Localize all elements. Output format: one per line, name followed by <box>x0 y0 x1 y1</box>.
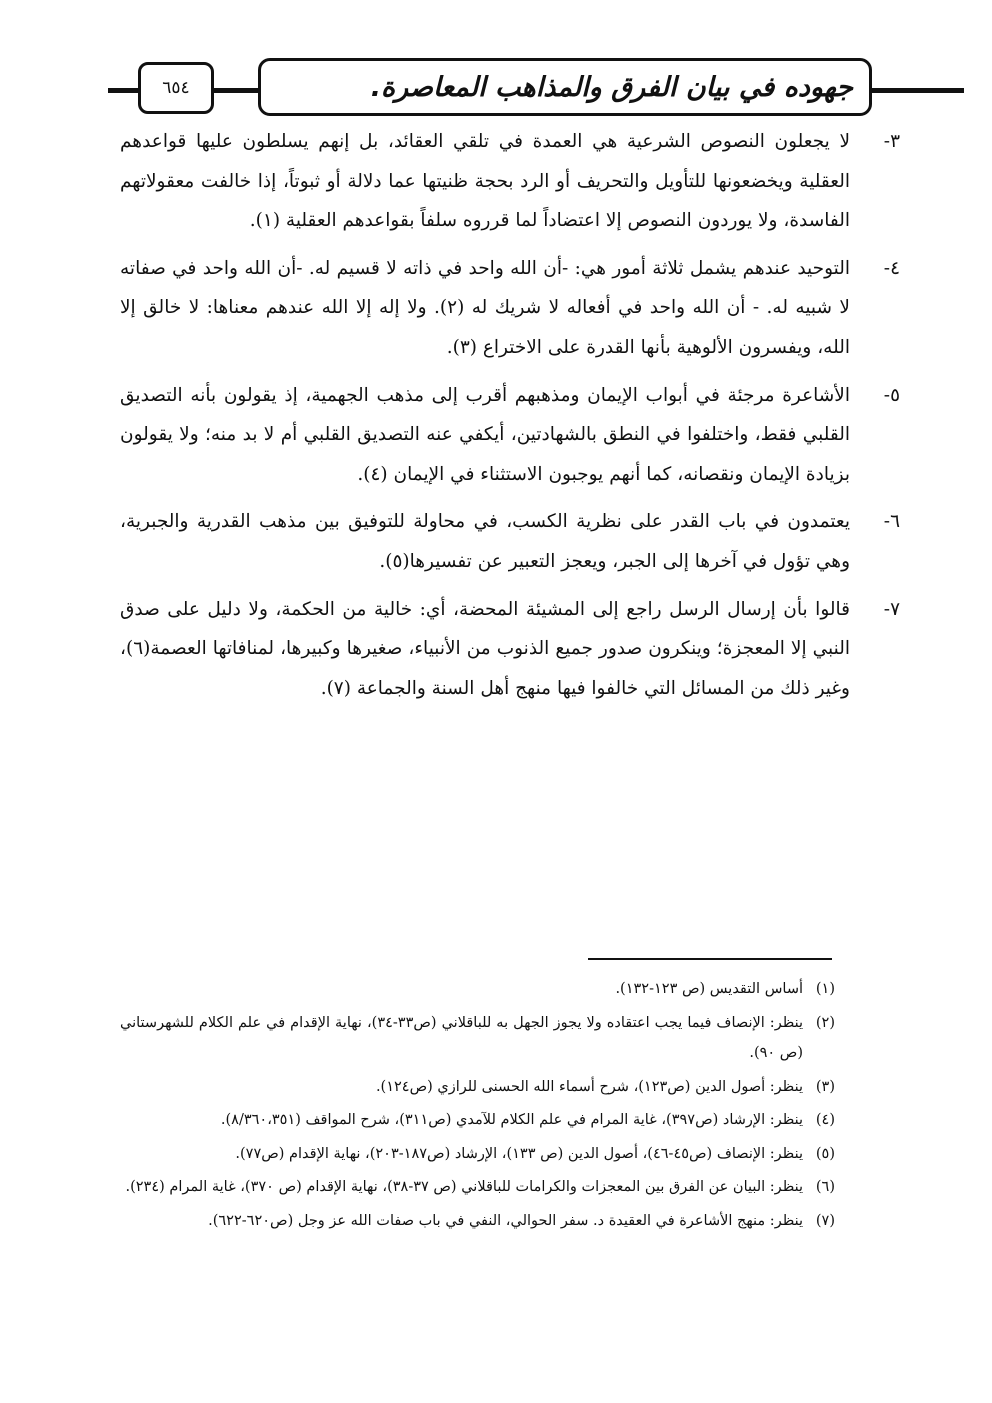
item-text: لا يجعلون النصوص الشرعية هي العمدة في تلقي العقائد، بل إنهم يسلطون عليها قواعدهم العقلية ويخضعونها للتأويل والتحريف أو الرد بحجة ظنيتها عما دلالة أو ثبوتاً، إذا خالفت معقولاتهم الفاسدة، ولا يوردون النصوص إلا اعتضاداً لما قرروه سلفاً بقواعدهم العقلية (١). <box>120 131 850 232</box>
page-number-box <box>138 62 214 114</box>
footnote <box>120 1008 835 1069</box>
item-text: قالوا بأن إرسال الرسل راجع إلى المشيئة المحضة، أي: خالية من الحكمة، ولا دليل على صدق النبي إلا المعجزة؛ وينكرون صدور جميع الذنوب من الأنبياء، صغيرها وكبيرها، لمنافاتها العصمة(٦)، وغير ذلك من المسائل التي خالفوا فيها منهج أهل السنة والجماعة (٧). <box>120 598 850 699</box>
list-item <box>120 590 900 709</box>
footnote <box>120 974 835 1005</box>
footnote-text: ينظر: الإنصاف (ص٤٥-٤٦)، أصول الدين (ص ١٣٣)، الإرشاد (ص١٨٧-٢٠٣)، نهاية الإقدام (ص٧٧). <box>235 1145 803 1162</box>
running-title-box <box>258 58 872 116</box>
footnote-text: أساس التقديس (ص ١٢٣-١٣٢). <box>615 981 803 997</box>
header-rule-middle <box>214 88 258 93</box>
list-item <box>120 249 900 368</box>
footnote <box>120 1206 835 1237</box>
footnote-number: (٤) <box>815 1112 835 1128</box>
footnote-number: (١) <box>815 981 835 997</box>
footnote-number: (٢) <box>815 1014 835 1031</box>
footnote-number: (٦) <box>815 1179 835 1195</box>
footnote-text: ينظر: منهج الأشاعرة في العقيدة د. سفر الحوالي، النفي في باب صفات الله عز وجل (ص٦٢٠-٦٢٢). <box>208 1212 803 1229</box>
footnote-number: (٥) <box>815 1145 835 1162</box>
page-number: ٦٥٤ <box>162 78 190 98</box>
footnote-text: ينظر: البيان عن الفرق بين المعجزات والكرامات للباقلاني (ص ٣٧-٣٨)، نهاية الإقدام (ص ٣٧٠)، غاية المرام (٢٣٤). <box>125 1179 803 1195</box>
main-text <box>120 122 900 716</box>
footnote <box>120 1072 835 1103</box>
footnote-text: ينظر: الإنصاف فيما يجب اعتقاده ولا يجوز الجهل به للباقلاني (ص٣٣-٣٤)، نهاية الإقدام في علم الكلام للشهرستاني (ص ٩٠). <box>120 1014 803 1061</box>
header-rule-left <box>108 88 138 93</box>
page-header <box>0 0 992 130</box>
running-title: جهوده في بيان الفرق والمذاهب المعاصرة. <box>370 71 853 103</box>
item-text: الأشاعرة مرجئة في أبواب الإيمان ومذهبهم أقرب إلى مذهب الجهمية، إذ يقولون بأنه التصديق القلبي فقط، واختلفوا في النطق بالشهادتين، أيكفي عنه التصديق القلبي أم لا بد منه؛ ولا يقولون بزيادة الإيمان ونقصانه، كما أنهم يوجبون الاستثناء في الإيمان (٤). <box>120 384 850 485</box>
footnote <box>120 1139 835 1170</box>
footnote-separator <box>588 958 832 960</box>
item-number: ٥- <box>883 384 900 406</box>
footnote-number: (٧) <box>815 1212 835 1229</box>
list-item <box>120 122 900 241</box>
footnote <box>120 1172 835 1203</box>
item-text: يعتمدون في باب القدر على نظرية الكسب، في محاولة للتوفيق بين مذهب القدرية والجبرية، وهي تؤول في آخرها إلى الجبر، ويعجز التعبير عن تفسيرها(٥). <box>120 511 850 572</box>
item-text: التوحيد عندهم يشمل ثلاثة أمور هي: -أن الله واحد في ذاته لا قسيم له. -أن الله واحد في صفاته لا شبيه له. - أن الله واحد في أفعاله لا شريك له (٢). ولا إله إلا الله عندهم معناها: لا خالق إلا الله، ويفسرون الألوهية بأنها القدرة على الاختراع (٣). <box>120 257 850 358</box>
item-number: ٧- <box>883 598 900 620</box>
footnote-text: ينظر: الإرشاد (ص٣٩٧)، غاية المرام في علم الكلام للآمدي (ص٣١١)، شرح المواقف (٨/٣٦٠،٣٥١). <box>220 1112 803 1128</box>
item-number: ٦- <box>883 511 900 533</box>
footnote-text: ينظر: أصول الدين (ص١٢٣)، شرح أسماء الله الحسنى للرازي (ص١٢٤). <box>375 1078 803 1095</box>
footnote-number: (٣) <box>815 1078 835 1095</box>
footnote <box>120 1105 835 1136</box>
list-item <box>120 502 900 581</box>
footnotes <box>120 974 835 1239</box>
item-number: ٤- <box>883 257 900 279</box>
header-rule-right <box>872 88 964 93</box>
item-number: ٣- <box>883 131 900 152</box>
list-item <box>120 376 900 495</box>
